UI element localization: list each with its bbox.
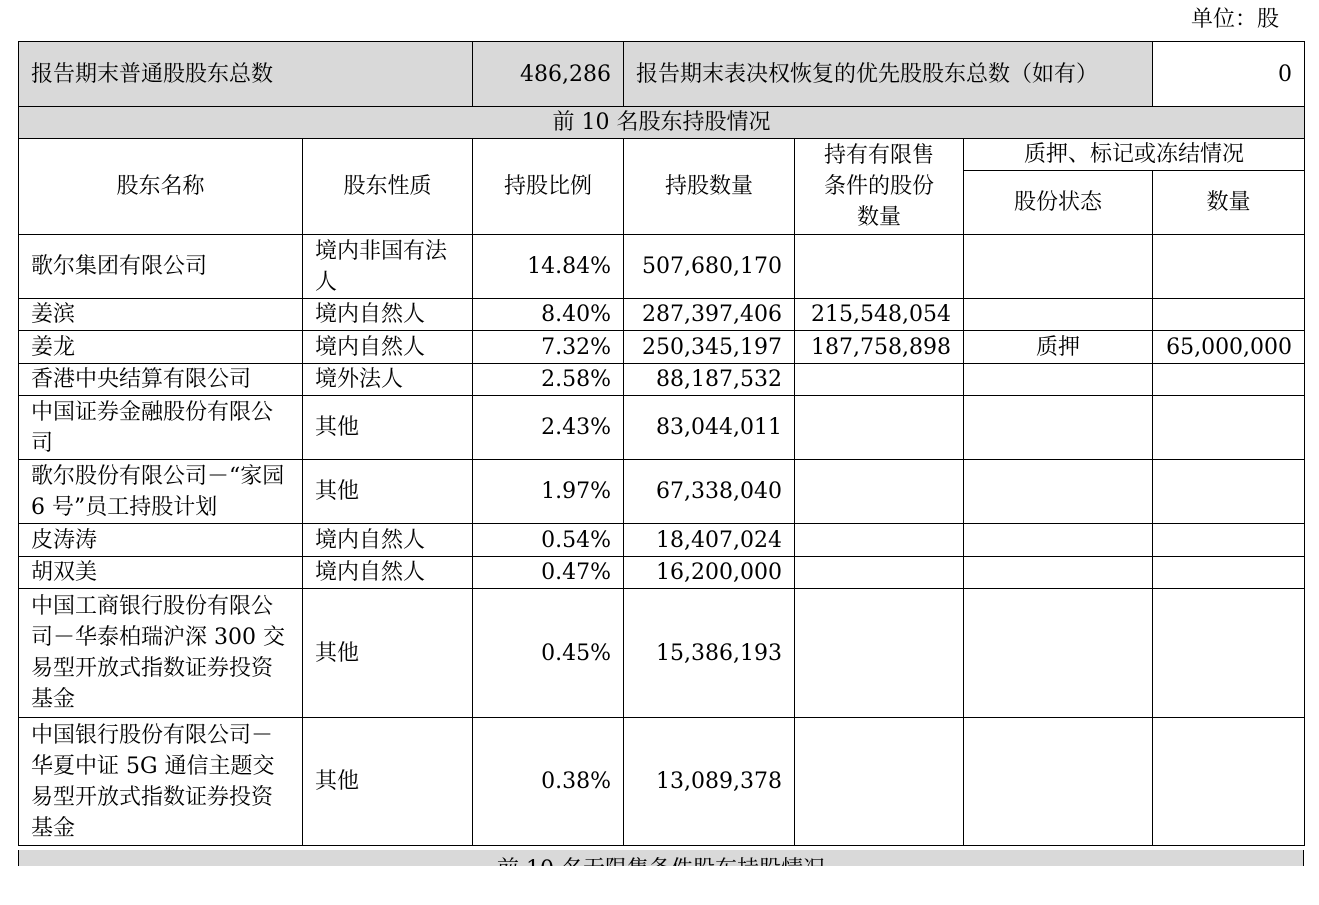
table-row (19, 460, 1305, 524)
holder-ratio: 2.58% (473, 364, 624, 396)
pledge-quantity (1153, 460, 1305, 524)
header-nature: 股东性质 (303, 139, 473, 235)
holder-ratio: 2.43% (473, 396, 624, 460)
holder-quantity: 287,397,406 (624, 299, 795, 331)
holder-quantity: 250,345,197 (624, 331, 795, 364)
holder-name: 中国工商银行股份有限公司－华泰柏瑞沪深 300 交易型开放式指数证券投资基金 (19, 589, 303, 718)
holder-ratio: 0.47% (473, 557, 624, 589)
table-row (19, 235, 1305, 299)
pledge-quantity (1153, 396, 1305, 460)
header-row-1 (19, 139, 1305, 171)
section-title-row (19, 107, 1305, 139)
holder-restricted: 187,758,898 (795, 331, 964, 364)
table-row (19, 331, 1305, 364)
pledge-status (964, 235, 1153, 299)
holder-ratio: 8.40% (473, 299, 624, 331)
holder-quantity: 18,407,024 (624, 524, 795, 557)
holder-name: 姜滨 (19, 299, 303, 331)
holder-nature: 境内自然人 (303, 299, 473, 331)
holder-quantity: 83,044,011 (624, 396, 795, 460)
holder-restricted: 215,548,054 (795, 299, 964, 331)
holder-nature: 其他 (303, 396, 473, 460)
holder-nature: 境内自然人 (303, 557, 473, 589)
holder-quantity: 88,187,532 (624, 364, 795, 396)
next-section-title-row (18, 850, 1304, 866)
pledge-quantity (1153, 524, 1305, 557)
common-holders-value: 486,286 (473, 42, 624, 107)
pledge-quantity (1153, 299, 1305, 331)
holder-name: 皮涛涛 (19, 524, 303, 557)
table-row (19, 524, 1305, 557)
holder-nature: 其他 (303, 589, 473, 718)
pledge-status (964, 589, 1153, 718)
pledge-status (964, 396, 1153, 460)
holder-ratio: 14.84% (473, 235, 624, 299)
holder-nature: 境外法人 (303, 364, 473, 396)
section-title: 前 10 名股东持股情况 (19, 107, 1305, 139)
holder-restricted (795, 589, 964, 718)
holder-name: 歌尔股份有限公司－“家园 6 号”员工持股计划 (19, 460, 303, 524)
preferred-holders-label: 报告期末表决权恢复的优先股股东总数（如有） (624, 42, 1153, 107)
holder-restricted (795, 557, 964, 589)
holder-restricted (795, 235, 964, 299)
holder-quantity: 507,680,170 (624, 235, 795, 299)
pledge-quantity (1153, 718, 1305, 846)
holder-ratio: 0.45% (473, 589, 624, 718)
header-ratio: 持股比例 (473, 139, 624, 235)
holder-ratio: 0.54% (473, 524, 624, 557)
table-row (19, 299, 1305, 331)
pledge-status (964, 718, 1153, 846)
holder-nature: 境内自然人 (303, 331, 473, 364)
holder-restricted (795, 396, 964, 460)
table-row (19, 589, 1305, 718)
holder-restricted (795, 524, 964, 557)
holder-name: 姜龙 (19, 331, 303, 364)
data-rows (19, 235, 1305, 846)
holder-nature: 其他 (303, 718, 473, 846)
shareholders-table (18, 41, 1305, 846)
holder-quantity: 16,200,000 (624, 557, 795, 589)
summary-row (19, 42, 1305, 107)
header-pledge-group: 质押、标记或冻结情况 (964, 139, 1305, 171)
holder-restricted (795, 460, 964, 524)
holder-quantity: 13,089,378 (624, 718, 795, 846)
table-row (19, 718, 1305, 846)
pledge-quantity (1153, 235, 1305, 299)
preferred-holders-value: 0 (1153, 42, 1305, 107)
pledge-quantity (1153, 589, 1305, 718)
pledge-status (964, 299, 1153, 331)
pledge-quantity: 65,000,000 (1153, 331, 1305, 364)
holder-name: 中国证券金融股份有限公司 (19, 396, 303, 460)
holder-ratio: 1.97% (473, 460, 624, 524)
holder-ratio: 0.38% (473, 718, 624, 846)
pledge-status (964, 364, 1153, 396)
header-pledge-status: 股份状态 (964, 171, 1153, 235)
holder-restricted (795, 718, 964, 846)
holder-nature: 境内非国有法人 (303, 235, 473, 299)
header-name: 股东名称 (19, 139, 303, 235)
common-holders-label: 报告期末普通股股东总数 (19, 42, 473, 107)
holder-name: 歌尔集团有限公司 (19, 235, 303, 299)
pledge-status (964, 557, 1153, 589)
holder-quantity: 15,386,193 (624, 589, 795, 718)
holder-name: 香港中央结算有限公司 (19, 364, 303, 396)
pledge-quantity (1153, 557, 1305, 589)
holder-name: 中国银行股份有限公司－华夏中证 5G 通信主题交易型开放式指数证券投资基金 (19, 718, 303, 846)
header-pledge-quantity: 数量 (1153, 171, 1305, 235)
pledge-status: 质押 (964, 331, 1153, 364)
table-row (19, 557, 1305, 589)
page-bottom (0, 866, 1319, 905)
pledge-status (964, 460, 1153, 524)
unit-label: 单位：股 (1190, 7, 1279, 32)
summary-section (19, 42, 1305, 139)
holder-nature: 境内自然人 (303, 524, 473, 557)
pledge-status (964, 524, 1153, 557)
header-restricted: 持有有限售条件的股份数量 (795, 139, 964, 235)
holder-quantity: 67,338,040 (624, 460, 795, 524)
pledge-quantity (1153, 364, 1305, 396)
holder-name: 胡双美 (19, 557, 303, 589)
holder-nature: 其他 (303, 460, 473, 524)
header-section (19, 139, 1305, 235)
table-row (19, 396, 1305, 460)
holder-ratio: 7.32% (473, 331, 624, 364)
table-row (19, 364, 1305, 396)
holder-restricted (795, 364, 964, 396)
header-quantity: 持股数量 (624, 139, 795, 235)
